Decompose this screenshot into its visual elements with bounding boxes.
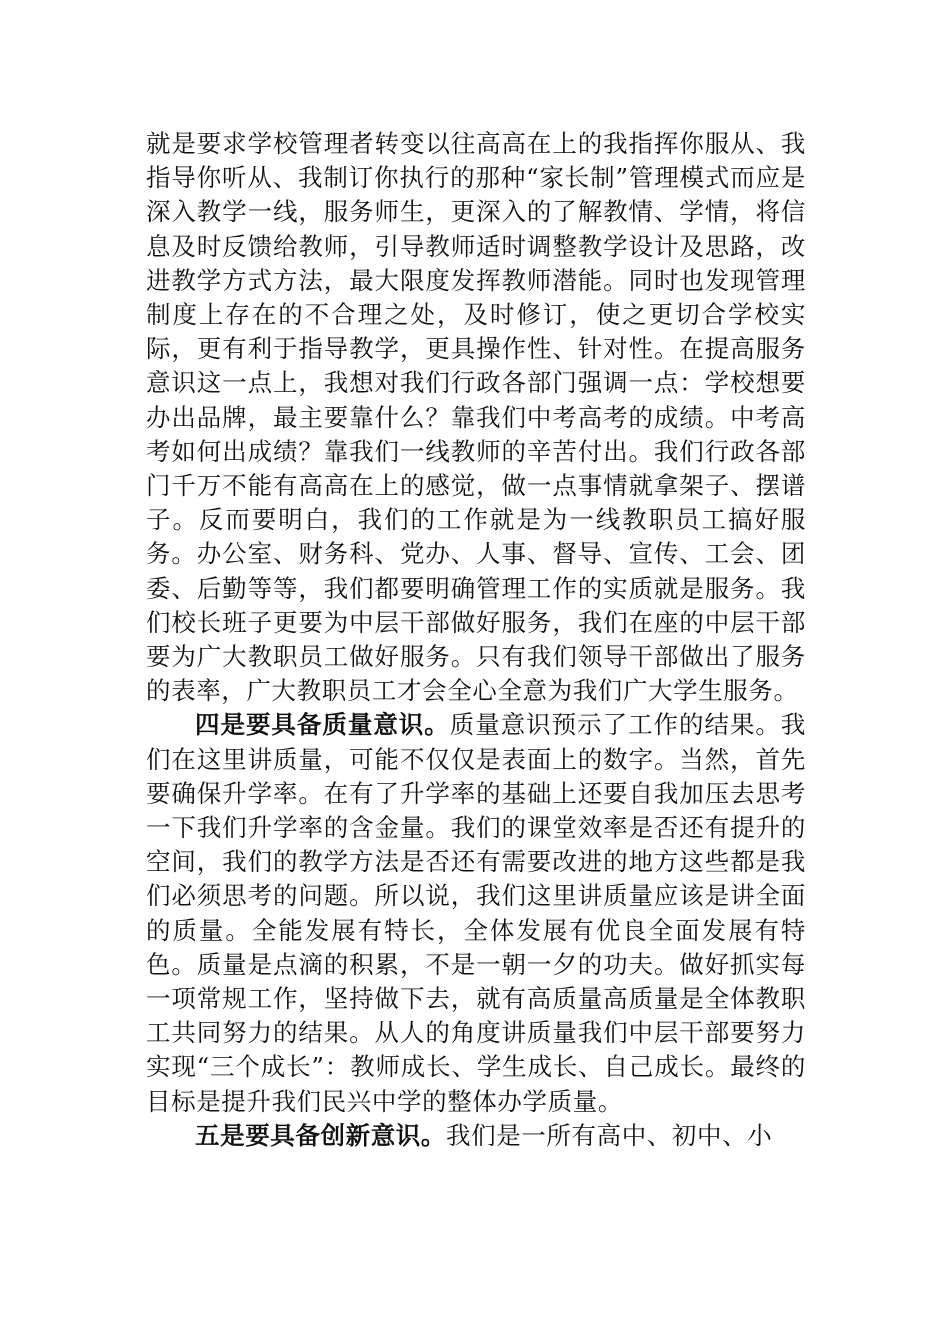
paragraph-service-awareness <box>146 127 806 708</box>
paragraph-lead-heading: 四是要具备质量意识。 <box>195 710 450 740</box>
paragraph-text: 就是要求学校管理者转变以往高高在上的我指挥你服从、我指导你听从、我制订你执行的那种“家长制”管理模式而应是深入教学一线，服务师生，更深入的了解教情、学情，将信息及时反馈给教师，引导教师适时调整教学设计及思路，改进教学方式方法，最大限度发挥教师潜能。同时也发现管理制度上存在的不合理之处，及时修订，使之更切合学校实际，更有利于指导教学，更具操作性、针对性。在提高服务意识这一点上，我想对我们行政各部门强调一点：学校想要办出品牌，最主要靠什么？靠我们中考高考的成绩。中考高考如何出成绩？靠我们一线教师的辛苦付出。我们行政各部门千万不能有高高在上的感觉，做一点事情就拿架子、摆谱子。反而要明白，我们的工作就是为一线教职员工搞好服务。办公室、财务科、党办、人事、督导、宣传、工会、团委、后勤等等，我们都要明确管理工作的实质就是服务。我们校长班子更要为中层干部做好服务，我们在座的中层干部要为广大教职员工做好服务。只有我们领导干部做出了服务的表率，广大教职员工才会全心全意为我们广大学生服务。 <box>146 129 806 706</box>
paragraph-text: 我们是一所有高中、初中、小 <box>446 1120 773 1150</box>
paragraph-innovation-awareness <box>146 1119 806 1153</box>
paragraph-text: 质量意识预示了工作的结果。我们在这里讲质量，可能不仅仅是表面上的数字。当然，首先要确保升学率。在有了升学率的基础上还要自我加压去思考一下我们升学率的含金量。我们的课堂效率是否还有提升的空间，我们的教学方法是否还有需要改进的地方这些都是我们必须思考的问题。所以说，我们这里讲质量应该是讲全面的质量。全能发展有特长，全体发展有优良全面发展有特色。质量是点滴的积累，不是一朝一夕的功夫。做好抓实每一项常规工作，坚持做下去，就有高质量高质量是全体教职工共同努力的结果。从人的角度讲质量我们中层干部要努力实现“三个成长”：教师成长、学生成长、自己成长。最终的目标是提升我们民兴中学的整体办学质量。 <box>146 710 807 1116</box>
document-page <box>146 127 806 1153</box>
paragraph-quality-awareness <box>146 708 806 1118</box>
paragraph-lead-heading: 五是要具备创新意识。 <box>195 1120 446 1150</box>
